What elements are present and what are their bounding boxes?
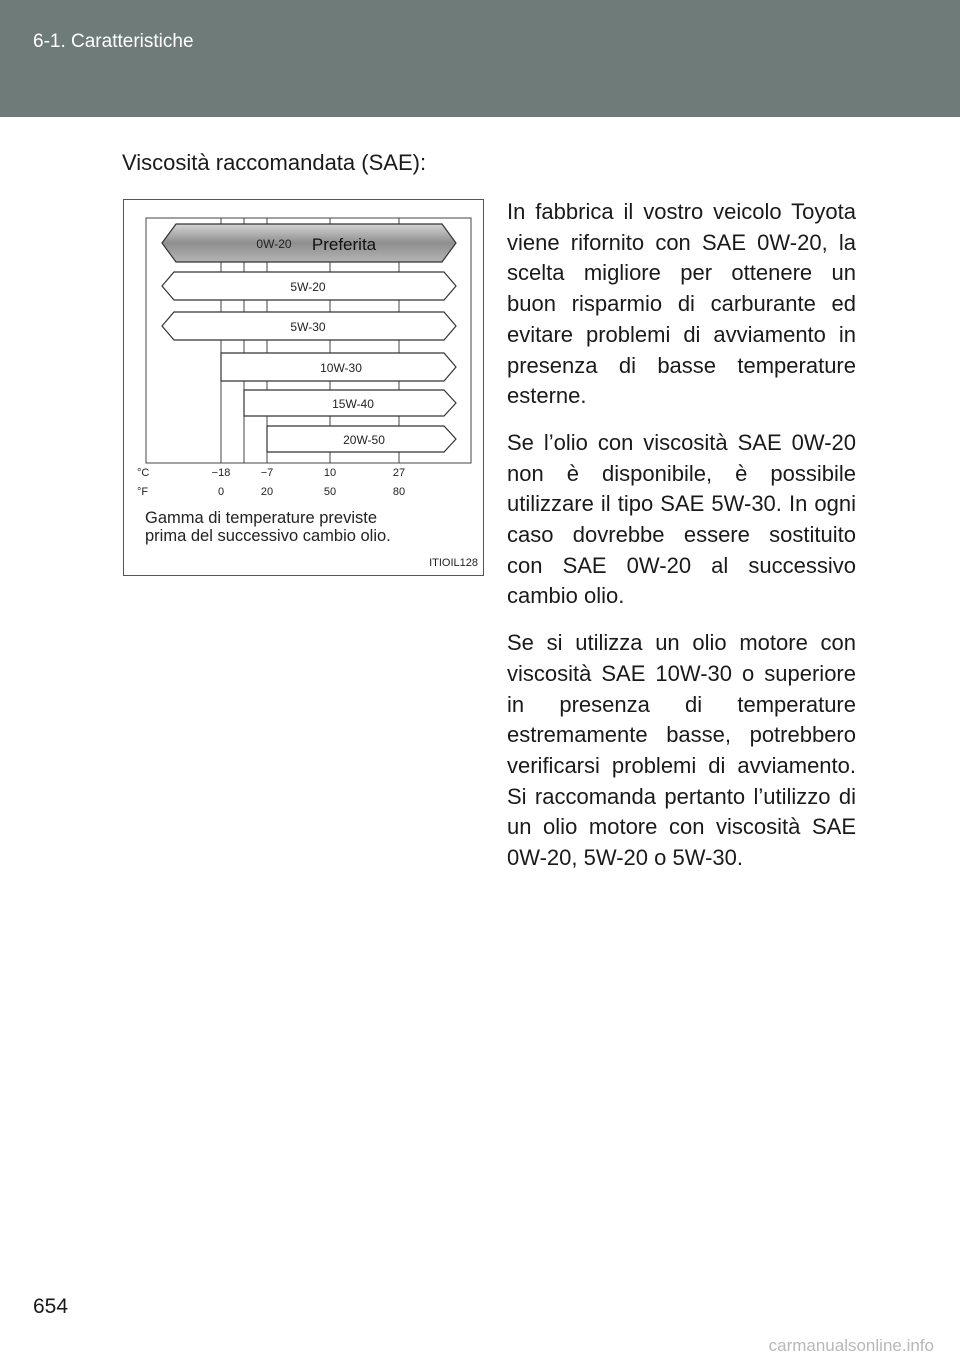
grade-label-0w20: 0W-20: [256, 237, 292, 251]
celsius-unit: °C: [137, 467, 150, 479]
celsius-tick: 27: [392, 467, 406, 479]
caption-line: Gamma di temperature previste: [145, 509, 378, 527]
grade-label-10w30: 10W-30: [320, 361, 362, 375]
watermark: carmanualsonline.info: [768, 1336, 934, 1355]
page-number: 654: [33, 1295, 69, 1318]
paragraph: Se si utilizza un olio motore con viscosità SAE 10W-30 o superiore in presenza di temperature estremamente basse, potrebbero verificarsi problemi di avviamento. Si raccomanda pertanto l’utilizzo di un olio motore con viscosità SAE 0W-20, 5W-20 o 5W-30.: [507, 630, 856, 871]
caption-line: prima del successivo cambio olio.: [145, 527, 391, 545]
grade-label-15w40: 15W-40: [332, 397, 374, 411]
fahrenheit-unit: °F: [137, 486, 149, 498]
body-text: [507, 197, 856, 890]
fahrenheit-tick: 80: [392, 486, 406, 498]
celsius-tick: 10: [323, 467, 337, 479]
section-title: 6-1. Caratteristiche: [33, 31, 194, 52]
grade-bar-0w20: [162, 224, 456, 262]
paragraph: Se l’olio con viscosità SAE 0W-20 non è disponibile, è possibile utilizzare il tipo SAE 5W-30. In ogni caso dovrebbe essere sostituito con SAE 0W-20 al successivo cambio olio.: [507, 429, 856, 609]
fahrenheit-tick: 0: [217, 486, 225, 498]
grade-label-20w50: 20W-50: [343, 433, 385, 447]
figure-caption: [145, 509, 391, 545]
fahrenheit-tick: 50: [323, 486, 337, 498]
chapter-header: [0, 0, 960, 117]
grade-label-5w30: 5W-30: [290, 320, 326, 334]
figure-code: ITIOIL128: [429, 557, 478, 569]
preferred-label: Preferita: [311, 235, 377, 254]
celsius-tick: −18: [211, 467, 231, 479]
paragraph: In fabbrica il vostro veicolo Toyota viene rifornito con SAE 0W-20, la scelta migliore per ottenere un buon risparmio di carburante ed evitare problemi di avviamento in presenza di basse temperature esterne.: [507, 199, 856, 409]
grade-label-5w20: 5W-20: [290, 280, 326, 294]
figure-heading: Viscosità raccomandata (SAE):: [122, 150, 427, 175]
viscosity-chart: [123, 199, 484, 576]
celsius-tick: −7: [260, 467, 274, 479]
fahrenheit-tick: 20: [260, 486, 274, 498]
